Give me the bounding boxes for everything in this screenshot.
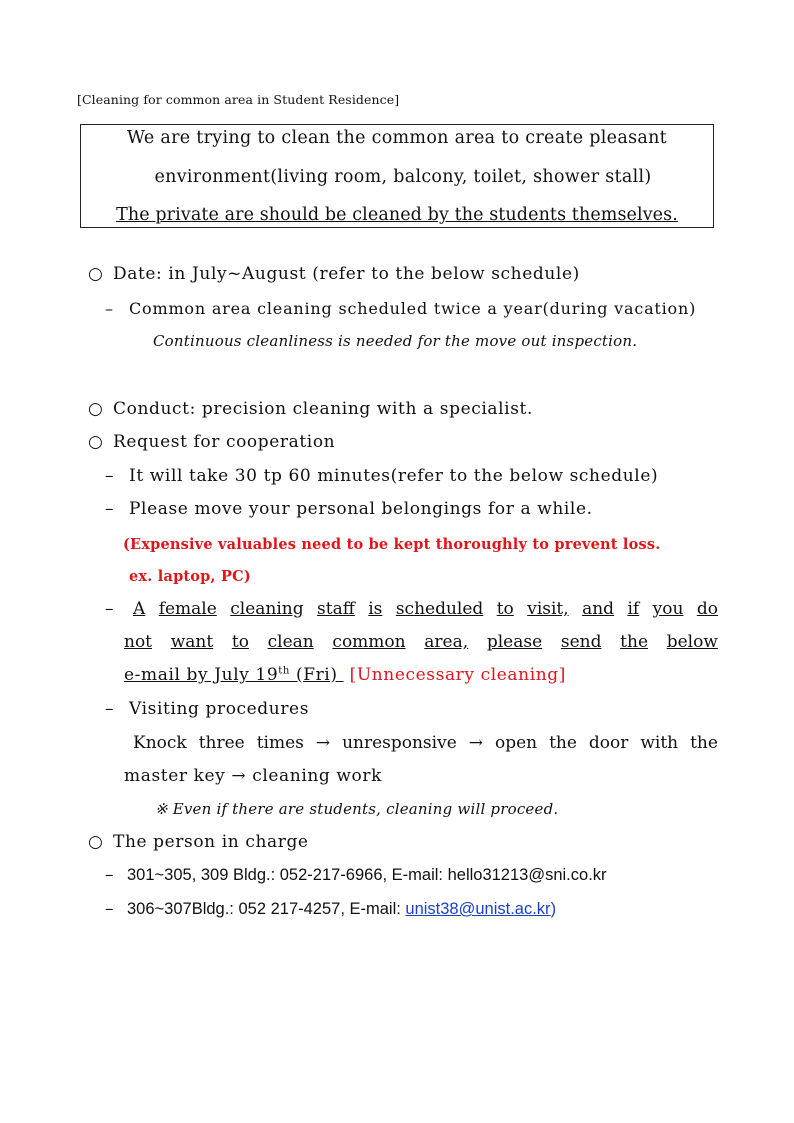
word: visit, (527, 599, 569, 619)
request-item2-dash: – (105, 499, 115, 519)
word: open (494, 733, 538, 753)
word: A (133, 599, 146, 619)
word: you (652, 599, 684, 619)
word: below (666, 632, 718, 652)
word: is (368, 599, 383, 619)
word: → (468, 733, 483, 753)
date-sub: Common area cleaning scheduled twice a year(during vacation) (129, 299, 697, 318)
notice-line-1: We are trying to clean the common area to create pleasant (127, 128, 667, 148)
contact2-dash: – (105, 899, 115, 919)
word: not (124, 632, 153, 652)
word: the (549, 733, 577, 753)
contact-2: 306~307Bldg.: 052 217-4257, E-mail: unist38@unist.ac.kr) (127, 900, 557, 918)
word: Knock (133, 733, 187, 753)
request-bullet: ○ (88, 432, 104, 452)
request-item3-line3 (124, 665, 566, 685)
notice-box (80, 124, 714, 228)
warning-line-2: ex. laptop, PC) (129, 568, 251, 585)
word: send (560, 632, 602, 652)
word: the (620, 632, 649, 652)
request-item4: Visiting procedures (129, 699, 310, 719)
request-item4-dash: – (105, 699, 115, 719)
date-bullet: ○ (88, 264, 104, 284)
word: unresponsive (342, 733, 457, 753)
word: area, (424, 632, 469, 652)
request-text: Request for cooperation (113, 432, 336, 452)
word: door (588, 733, 629, 753)
word: staff (317, 599, 355, 619)
request-item3-line1 (133, 599, 718, 619)
word: female (158, 599, 217, 619)
procedure-line-1 (133, 733, 718, 753)
procedure-note: ※ Even if there are students, cleaning will proceed. (155, 800, 559, 818)
word: please (486, 632, 543, 652)
document-heading: [Cleaning for common area in Student Residence] (77, 92, 400, 107)
word: → (315, 733, 331, 753)
date-dash: – (105, 299, 114, 318)
word: common (332, 632, 406, 652)
word: do (696, 599, 718, 619)
contact-1: 301~305, 309 Bldg.: 052-217-6966, E-mail: hello31213@sni.co.kr (127, 866, 607, 884)
procedure-line-2: master key → cleaning work (124, 766, 383, 786)
request-item1: It will take 30 tp 60 minutes(refer to the below schedule) (129, 466, 659, 486)
word: with (640, 733, 679, 753)
word: if (627, 599, 640, 619)
request-item3-line2 (124, 632, 718, 652)
email-link[interactable]: unist38@unist.ac.kr (405, 900, 551, 918)
word: the (690, 733, 718, 753)
request-item3-date: e-mail by July 19th (Fri) (124, 665, 344, 685)
request-item3-dash: – (105, 599, 115, 619)
charge-text: The person in charge (113, 832, 309, 852)
word: times (256, 733, 304, 753)
word: three (198, 733, 245, 753)
charge-bullet: ○ (88, 832, 104, 852)
conduct-bullet: ○ (88, 399, 104, 419)
request-item1-dash: – (105, 466, 115, 486)
word: and (582, 599, 615, 619)
date-text: Date: in July~August (refer to the below schedule) (113, 264, 580, 284)
unnecessary-cleaning-tag: [Unnecessary cleaning] (349, 665, 567, 685)
word: to (231, 632, 249, 652)
date-note: Continuous cleanliness is needed for the move out inspection. (153, 332, 638, 350)
contact1-dash: – (105, 865, 115, 885)
notice-line-3: The private are should be cleaned by the students themselves. (116, 205, 678, 225)
word: clean (267, 632, 314, 652)
word: scheduled (395, 599, 484, 619)
word: to (496, 599, 514, 619)
notice-line-2: environment(living room, balcony, toilet, shower stall) (154, 167, 652, 187)
conduct-text: Conduct: precision cleaning with a specialist. (113, 399, 533, 419)
word: cleaning (230, 599, 304, 619)
warning-line-1: (Expensive valuables need to be kept thoroughly to prevent loss. (123, 536, 661, 553)
request-item2: Please move your personal belongings for a while. (129, 499, 593, 519)
word: want (170, 632, 214, 652)
